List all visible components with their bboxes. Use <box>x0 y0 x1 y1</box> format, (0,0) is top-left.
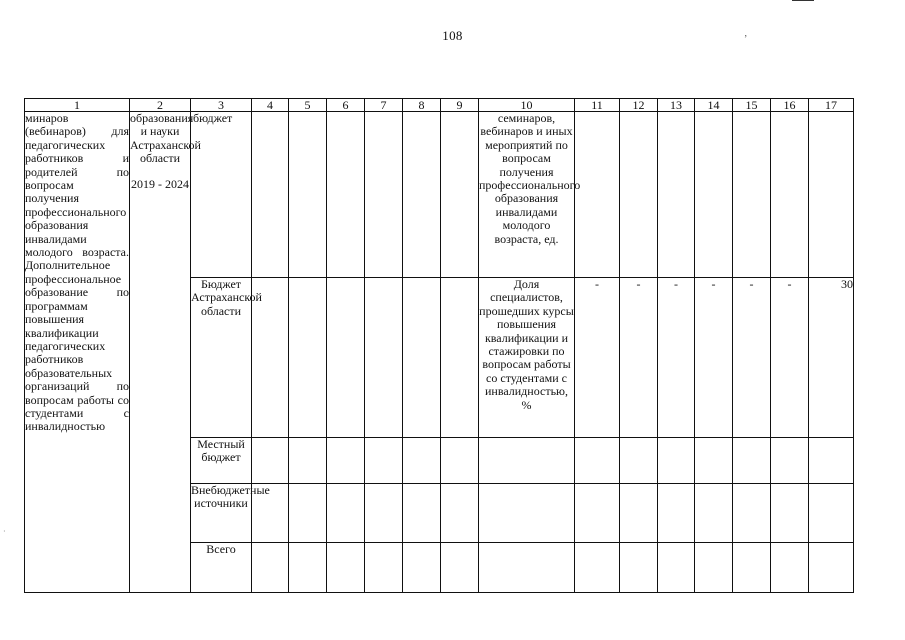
column-number: 10 <box>479 99 575 112</box>
empty-cell <box>365 438 403 484</box>
value-cell <box>771 543 809 593</box>
empty-cell <box>327 278 365 438</box>
value-cell <box>695 543 733 593</box>
value-cell <box>809 543 854 593</box>
value-cell <box>771 112 809 278</box>
value-cell: - <box>695 278 733 438</box>
executor-name: образования и науки Астраханской области <box>130 111 201 166</box>
value-cell <box>695 438 733 484</box>
column-number: 14 <box>695 99 733 112</box>
implementation-years: 2019 - 2024 <box>131 176 189 191</box>
empty-cell <box>289 543 327 593</box>
empty-cell <box>327 112 365 278</box>
value-cell <box>658 484 695 543</box>
value-cell <box>658 438 695 484</box>
executor-cell <box>130 111 201 593</box>
value-cell <box>658 112 695 278</box>
empty-cell <box>252 112 289 278</box>
value-cell <box>575 543 620 593</box>
value-cell: - <box>620 278 658 438</box>
funding-source: Всего <box>191 543 252 593</box>
column-number: 9 <box>441 99 479 112</box>
corner-line <box>792 0 814 1</box>
value-cell <box>575 438 620 484</box>
empty-cell <box>403 484 441 543</box>
empty-cell <box>441 543 479 593</box>
column-number: 4 <box>252 99 289 112</box>
empty-cell <box>365 278 403 438</box>
value-cell: - <box>733 278 771 438</box>
empty-cell <box>403 438 441 484</box>
empty-cell <box>403 543 441 593</box>
value-cell <box>809 112 854 278</box>
empty-cell <box>252 438 289 484</box>
column-number: 13 <box>658 99 695 112</box>
funding-source: Местный бюджет <box>191 438 252 484</box>
column-number: 16 <box>771 99 809 112</box>
value-cell <box>733 112 771 278</box>
value-cell <box>771 438 809 484</box>
indicator-cell <box>479 438 575 484</box>
column-number: 8 <box>403 99 441 112</box>
value-cell <box>620 484 658 543</box>
empty-cell <box>365 484 403 543</box>
value-cell <box>771 484 809 543</box>
table-row <box>25 112 854 278</box>
value-cell: - <box>575 278 620 438</box>
value-cell: - <box>771 278 809 438</box>
value-cell <box>620 438 658 484</box>
value-cell <box>695 112 733 278</box>
empty-cell <box>403 278 441 438</box>
empty-cell <box>441 278 479 438</box>
column-number: 1 <box>25 99 130 112</box>
indicator-cell: Доля специалистов, прошедших курсы повышения квалификации и стажировки по вопросам работы со студентами с инвалидностью, % <box>479 278 575 438</box>
empty-cell <box>441 438 479 484</box>
empty-cell <box>365 543 403 593</box>
value-cell <box>809 484 854 543</box>
empty-cell <box>327 438 365 484</box>
empty-cell <box>252 543 289 593</box>
value-cell <box>575 112 620 278</box>
column-number: 7 <box>365 99 403 112</box>
funding-source: Бюджет Астраханской области <box>191 278 252 438</box>
page-number: 108 <box>442 28 463 43</box>
empty-cell <box>327 543 365 593</box>
empty-cell <box>289 438 327 484</box>
column-number: 2 <box>130 99 191 112</box>
column-number: 5 <box>289 99 327 112</box>
indicator-cell <box>479 543 575 593</box>
stray-mark: ’ <box>744 34 748 45</box>
empty-cell <box>327 484 365 543</box>
empty-cell <box>441 112 479 278</box>
column-number: 15 <box>733 99 771 112</box>
value-cell <box>695 484 733 543</box>
value-cell <box>733 484 771 543</box>
indicator-cell <box>479 484 575 543</box>
empty-cell <box>289 484 327 543</box>
value-cell: - <box>658 278 695 438</box>
empty-cell <box>403 112 441 278</box>
value-cell <box>733 543 771 593</box>
empty-cell <box>365 112 403 278</box>
column-number: 6 <box>327 99 365 112</box>
program-table <box>24 98 854 593</box>
value-cell <box>809 438 854 484</box>
value-cell <box>620 543 658 593</box>
indicator-cell: семинаров, вебинаров и иных мероприятий по вопросам получения профессионального образования инвалидами молодого возраста, ед. <box>479 112 575 278</box>
empty-cell <box>289 112 327 278</box>
funding-source: бюджет <box>191 112 252 278</box>
value-cell <box>620 112 658 278</box>
column-number-row <box>25 99 854 112</box>
column-number: 11 <box>575 99 620 112</box>
column-number: 12 <box>620 99 658 112</box>
empty-cell <box>289 278 327 438</box>
edge-mark: · <box>3 527 6 536</box>
value-cell <box>658 543 695 593</box>
activity-description: минаров (вебинаров) для педагогических работников и родителей по вопросам получения профессионального образования инвалидами молодого возраста. Дополнительное профессиональное образование по программам повышения квалификации педагогических работников образовательных организаций по вопросам работы со студентами с инвалидностью <box>25 112 130 593</box>
value-cell <box>733 438 771 484</box>
value-cell <box>575 484 620 543</box>
funding-source: Внебюджетные источники <box>191 484 252 543</box>
empty-cell <box>441 484 479 543</box>
column-number: 3 <box>191 99 252 112</box>
column-number: 17 <box>809 99 854 112</box>
value-cell: 30 <box>809 278 854 438</box>
